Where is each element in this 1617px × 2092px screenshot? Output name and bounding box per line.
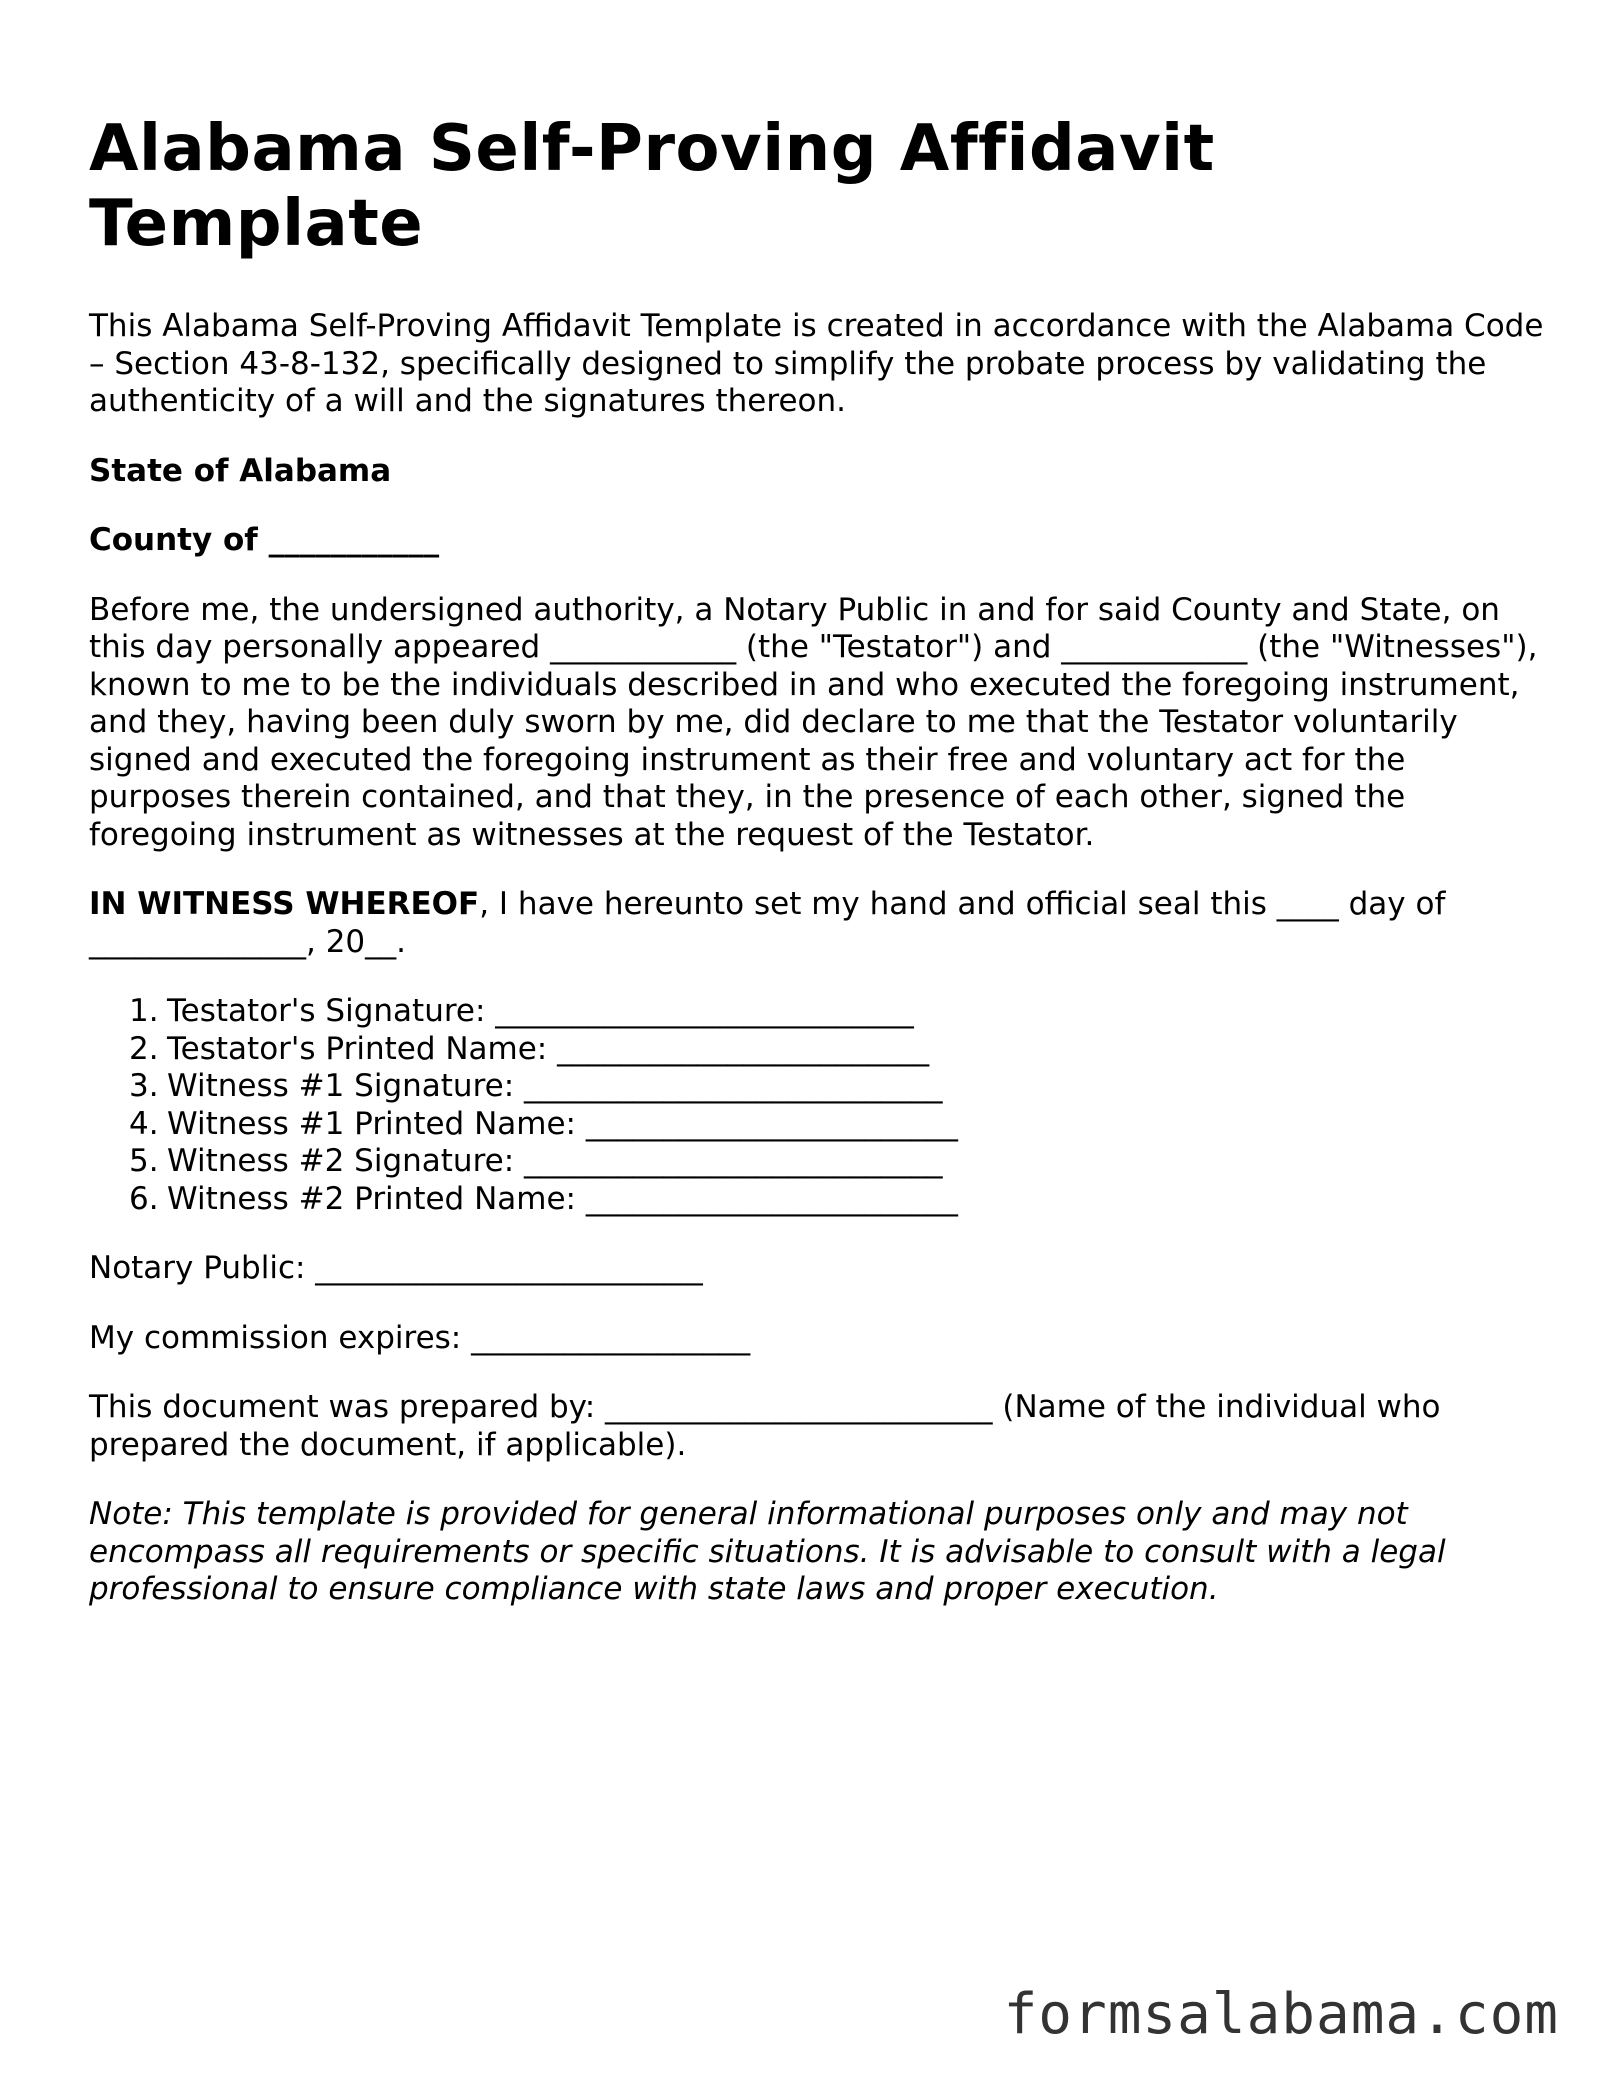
witness-whereof-label: IN WITNESS WHEREOF [89, 886, 480, 922]
list-number: 4. [129, 1105, 159, 1142]
document-page [89, 112, 1549, 1609]
state-heading: State of Alabama [89, 452, 392, 489]
witness2-signature-line: Witness #2 Signature: ___________________________ [167, 1143, 943, 1179]
affidavit-body-paragraph: Before me, the undersigned authority, a Notary Public in and for said County and State, on this day personally appeared ____________ (the "Testator") and ____________ (the "Witnesses"), known to me to be the individuals described in and who executed the foregoing instrument, and they, having been duly sworn by me, did declare to me that the Testator voluntarily signed and executed the foregoing instrument as their free and voluntary act for the purposes therein contained, and that they, in the presence of each other, signed the foregoing instrument as witnesses at the request of the Testator. [89, 591, 1538, 853]
site-watermark: formsalabama.com [1003, 1982, 1559, 2047]
list-item [129, 1143, 1549, 1181]
disclaimer-note: Note: This template is provided for general informational purposes only and may not encompass all requirements or specific situations. It is advisable to consult with a legal professional to ensure compliance with state laws and proper execution. [89, 1496, 1446, 1607]
prepared-by-line: This document was prepared by: _________________________ (Name of the individual who prepared the document, if applicable). [89, 1389, 1441, 1463]
testator-signature-line: Testator's Signature: ___________________________ [167, 993, 914, 1029]
list-item [129, 1106, 1549, 1144]
witness-whereof-text: , I have hereunto set my hand and official seal this ____ day of ______________, 20__. [89, 886, 1446, 960]
list-item [129, 1031, 1549, 1069]
list-number: 5. [129, 1143, 159, 1179]
list-item [129, 993, 1549, 1031]
witness-whereof-paragraph [89, 886, 1549, 961]
list-number: 1. [129, 993, 159, 1029]
notary-public-line: Notary Public: _________________________ [89, 1250, 703, 1286]
list-item [129, 1068, 1549, 1106]
list-number: 3. [129, 1068, 159, 1104]
signature-list [89, 993, 1549, 1218]
county-heading: County of ___________ [89, 522, 440, 558]
intro-paragraph: This Alabama Self-Proving Affidavit Template is created in accordance with the Alabama Code – Section 43-8-132, specifically designed to simplify the probate process by validating the authenticity of a will and the signatures thereon. [89, 308, 1544, 419]
witness1-signature-line: Witness #1 Signature: ___________________________ [167, 1068, 943, 1104]
list-number: 2. [129, 1030, 159, 1067]
witness2-printed-name-line: Witness #2 Printed Name: ________________________ [167, 1180, 958, 1217]
witness1-printed-name-line: Witness #1 Printed Name: ________________________ [167, 1105, 958, 1142]
list-number: 6. [129, 1180, 159, 1217]
commission-expires-line: My commission expires: __________________ [89, 1319, 751, 1356]
list-item [129, 1181, 1549, 1219]
page-title: Alabama Self-Proving Affidavit Template [89, 112, 1215, 261]
testator-printed-name-line: Testator's Printed Name: ________________________ [167, 1030, 930, 1067]
